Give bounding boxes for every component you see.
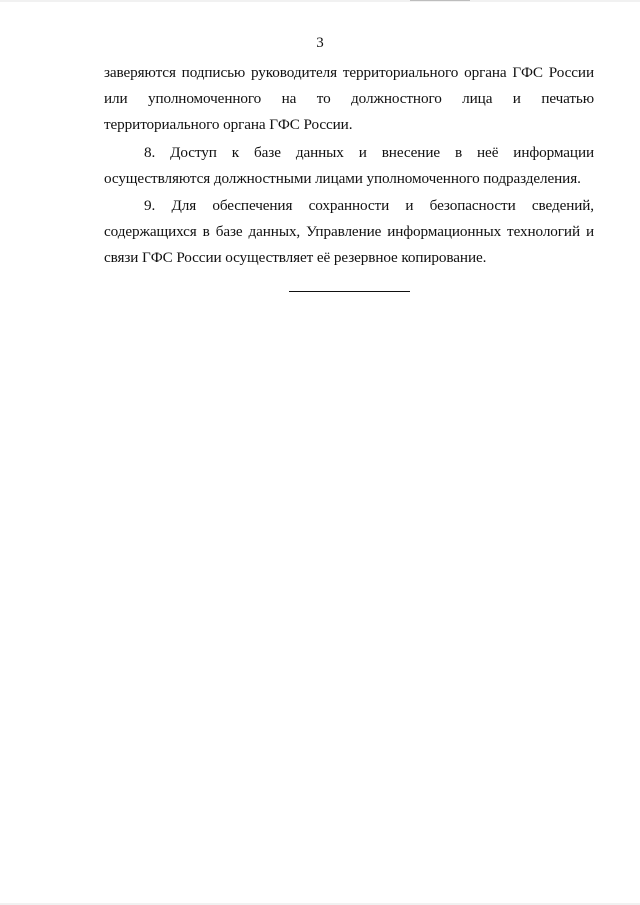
page-number: 3	[316, 35, 324, 51]
scan-top-artifact	[410, 0, 470, 1]
scan-top-edge	[0, 0, 640, 2]
text-line: осуществляются должностными лицами уполномоченного подразделения.	[104, 170, 581, 187]
paragraph-9	[104, 193, 594, 271]
text-line: территориального органа ГФС России.	[104, 116, 353, 133]
end-separator-line	[289, 291, 410, 292]
text-line: 9. Для обеспечения сохранности и безопасности сведений,	[144, 197, 594, 214]
paragraph-8	[104, 140, 594, 192]
text-line: заверяются подписью руководителя территориального органа ГФС России	[104, 64, 594, 81]
text-line: 8. Доступ к базе данных и внесение в неё информации	[144, 144, 594, 161]
text-line: содержащихся в базе данных, Управление информационных технологий и	[104, 223, 594, 240]
text-line: связи ГФС России осуществляет её резервное копирование.	[104, 249, 487, 266]
text-line: или уполномоченного на то должностного лица и печатью	[104, 90, 594, 107]
paragraph-continuation	[104, 60, 594, 138]
